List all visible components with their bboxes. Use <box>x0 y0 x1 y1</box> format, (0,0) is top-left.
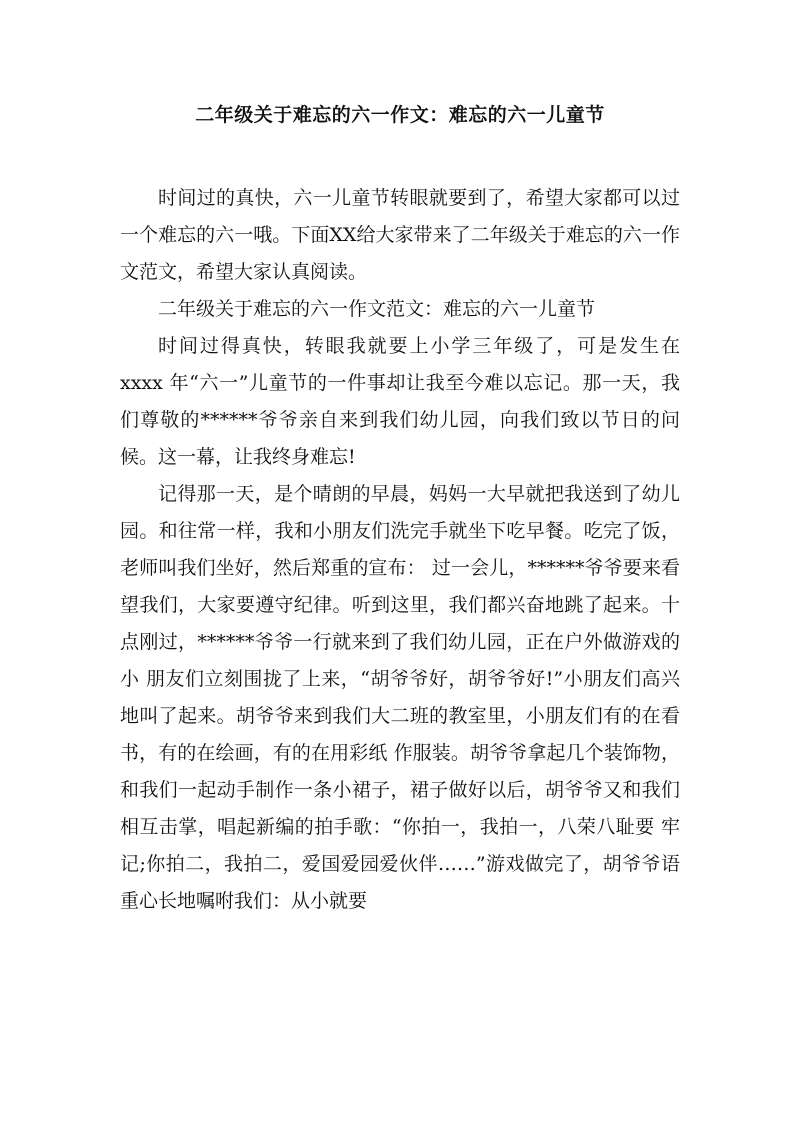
document-title: 二年级关于难忘的六一作文：难忘的六一儿童节 <box>195 104 605 126</box>
paragraph-story-2: 记得那一天，是个晴朗的早晨，妈妈一大早就把我送到了幼儿园。和往常一样，我和小朋友们洗完手就坐下吃早餐。吃完了饭，老师叫我们坐好，然后郑重的宣布： 过一会儿，******爷爷要来看望我们，大家要遵守纪律。听到这里，我们都兴奋地跳了起来。十点刚过，******爷爷一行就来到了我们幼儿园，正在户外做游戏的小 朋友们立刻围拢了上来，“胡爷爷好，胡爷爷好!”小朋友们高兴地叫了起来。胡爷爷来到我们大二班的教室里，小朋友们有的在看书，有的在绘画，有的在用彩纸 作服装。胡爷爷拿起几个装饰物，和我们一起动手制作一条小裙子，裙子做好以后，胡爷爷又和我们相互击掌，唱起新编的拍手歌：“你拍一，我拍一，八荣八耻要 牢记;你拍二，我拍二，爱国爱园爱伙伴……”游戏做完了，胡爷爷语重心长地嘱咐我们：从小就要 <box>120 483 680 912</box>
paragraph-story-1: 时间过得真快，转眼我就要上小学三年级了，可是发生在 xxxx 年“六一”儿童节的一件事却让我至今难以忘记。那一天，我们尊敬的******爷爷亲自来到我们幼儿园，向我们致以节日的问候。这一幕，让我终身难忘! <box>120 335 680 468</box>
paragraph-intro: 时间过的真快，六一儿童节转眼就要到了，希望大家都可以过一个难忘的六一哦。下面XX给大家带来了二年级关于难忘的六一作文范文，希望大家认真阅读。 <box>120 187 680 283</box>
paragraph-subtitle: 二年级关于难忘的六一作文范文：难忘的六一儿童节 <box>158 298 596 320</box>
document-body <box>120 180 680 920</box>
